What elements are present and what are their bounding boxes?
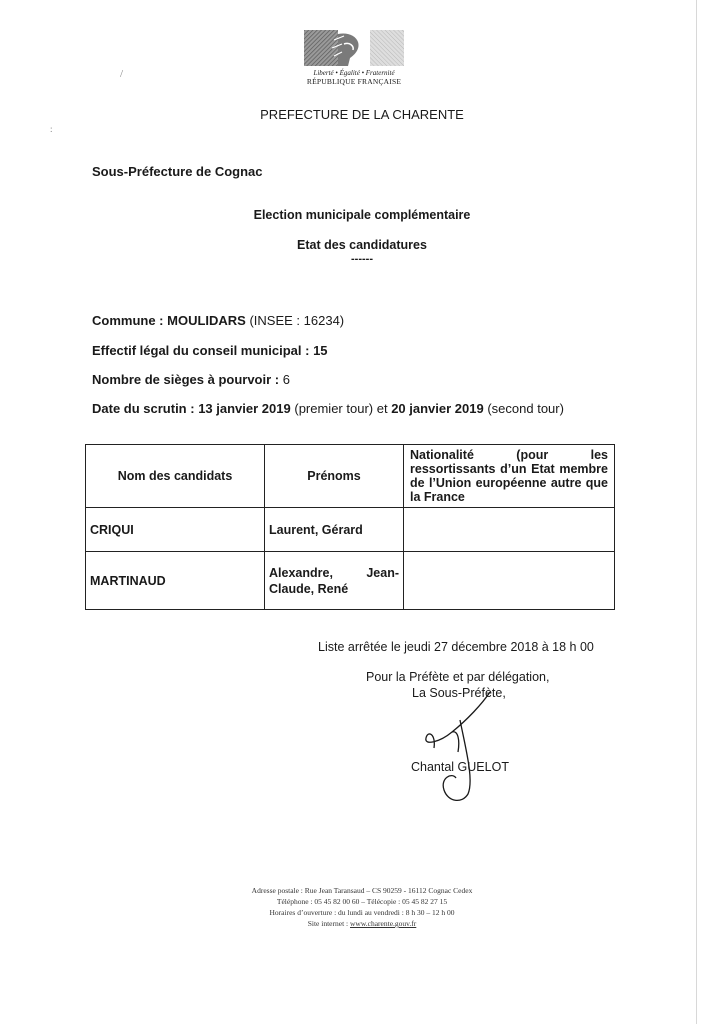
sous-prefecture-heading: Sous-Préfecture de Cognac — [92, 164, 263, 179]
date-label: Date du scrutin : — [92, 401, 195, 416]
header-prenoms: Prénoms — [265, 445, 404, 508]
prefecture-heading: PREFECTURE DE LA CHARENTE — [260, 107, 464, 122]
header-nom: Nom des candidats — [86, 445, 265, 508]
candidate-nationalite — [404, 508, 615, 552]
effectif-label: Effectif légal du conseil municipal : — [92, 343, 310, 358]
footer-phone: Téléphone : 05 45 82 00 60 – Télécopie : 05 45 82 27 15 — [276, 897, 448, 906]
page-footer — [0, 885, 724, 929]
date-second-round: 20 janvier 2019 — [391, 401, 484, 416]
marianne-emblem — [304, 30, 404, 66]
commune-line — [92, 313, 344, 328]
footer-address: Adresse postale : Rue Jean Taransaud – CS 90259 - 16112 Cognac Cedex — [251, 886, 473, 895]
date-second-note: (second tour) — [487, 401, 564, 416]
header-nationalite: Nationalité (pour les ressortissants d’un Etat membre de l’Union européenne autre que la France — [404, 445, 615, 508]
liste-arretee: Liste arrêtée le jeudi 27 décembre 2018 à 18 h 00 — [318, 640, 594, 654]
commune-insee: (INSEE : 16234) — [249, 313, 345, 328]
table-row — [86, 508, 615, 552]
date-line — [92, 401, 564, 416]
delegation-line: Pour la Préfète et par délégation, — [366, 670, 550, 684]
date-first-note: (premier tour) et — [294, 401, 388, 416]
signatory-name: Chantal GUELOT — [411, 760, 509, 774]
sieges-value: 6 — [282, 372, 290, 387]
document-subtitle: Etat des candidatures — [297, 238, 427, 252]
effectif-value: 15 — [313, 343, 328, 358]
candidate-nom: CRIQUI — [86, 508, 265, 552]
election-title: Election municipale complémentaire — [253, 208, 471, 222]
signatory-role: La Sous-Préfète, — [412, 686, 506, 700]
candidate-nom: MARTINAUD — [86, 552, 265, 610]
title-separator: ------ — [351, 253, 373, 265]
commune-label: Commune : — [92, 313, 164, 328]
republic-logo — [302, 30, 406, 86]
table-row — [86, 552, 615, 610]
candidate-prenoms: Alexandre, Jean-Claude, René — [265, 552, 404, 610]
date-first-round: 13 janvier 2019 — [198, 401, 291, 416]
handwritten-signature — [412, 690, 502, 815]
footer-site-label: Site internet : — [307, 919, 349, 928]
footer-hours: Horaires d’ouverture : du lundi au vendredi : 8 h 30 – 12 h 00 — [269, 908, 455, 917]
effectif-line — [92, 343, 328, 358]
scan-edge-line — [696, 0, 697, 1024]
candidate-nationalite — [404, 552, 615, 610]
candidates-table — [85, 444, 615, 610]
republic-motto: Liberté • Égalité • Fraternité — [313, 69, 395, 77]
sieges-label: Nombre de sièges à pourvoir : — [92, 372, 280, 387]
scan-mark: / — [120, 68, 124, 80]
commune-name: MOULIDARS — [167, 313, 246, 328]
candidate-prenoms: Laurent, Gérard — [265, 508, 404, 552]
scan-mark: : — [50, 124, 53, 134]
footer-site — [0, 918, 724, 929]
footer-site-link[interactable]: www.charente.gouv.fr — [350, 919, 417, 928]
republic-name: RÉPUBLIQUE FRANÇAISE — [306, 77, 402, 86]
sieges-line — [92, 372, 290, 387]
table-header-row — [86, 445, 615, 508]
